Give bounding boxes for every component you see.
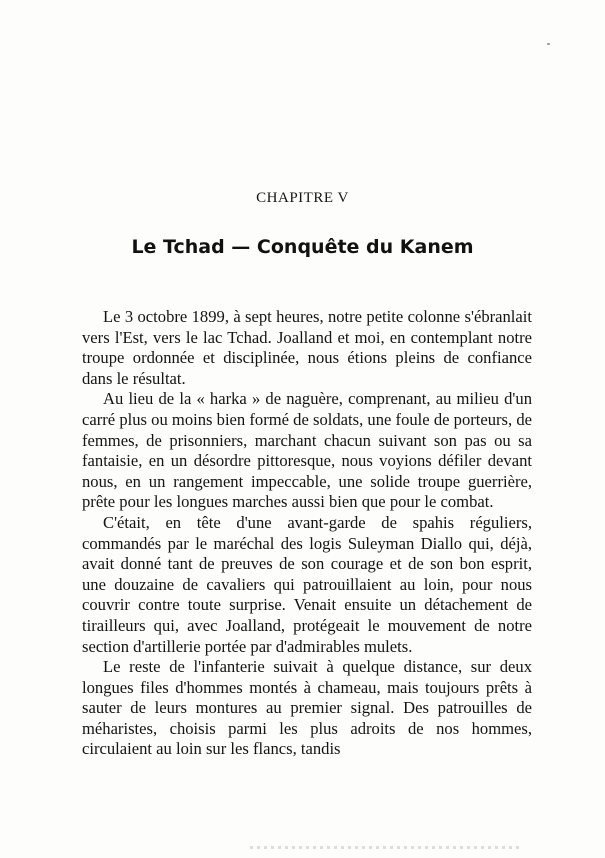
scan-speck [547,43,550,45]
paragraph-1: Le 3 octobre 1899, à sept heures, notre petite colonne s'ébranlait vers l'Est, vers le lac Tchad. Joalland et moi, en contemplant notre troupe ordonnée et disciplinée, nous étions pleins de confiance dans le résultat. [82,307,532,388]
paragraph-2: Au lieu de la « harka » de naguère, comprenant, au milieu d'un carré plus ou moins bien formé de soldats, une foule de porteurs, de femmes, de prisonniers, marchant chacun suivant son pas ou sa fantaisie, en un désordre pittoresque, nous voyions défiler devant nous, en un rangement impeccable, une solide troupe guerrière, prête pour les longues marches aussi bien que pour le combat. [82,389,532,512]
scan-noise [250,846,520,849]
chapter-label: CHAPITRE V [256,190,349,206]
paragraph-4: Le reste de l'infanterie suivait à quelque distance, sur deux longues files d'hommes montés à chameau, mais toujours prêts à sauter de leurs montures au premier signal. Des patrouilles de méharistes, choisis parmi les plus adroits de nos hommes, circulaient au loin sur les flancs, tandis [82,657,532,759]
chapter-title: Le Tchad — Conquête du Kanem [131,236,474,258]
paragraph-3: C'était, en tête d'une avant-garde de spahis réguliers, commandés par le maréchal des logis Suleyman Diallo qui, déjà, avait donné tant de preuves de son courage et de son bon esprit, une douzaine de cavaliers qui patrouillaient au loin, pour nous couvrir contre toute surprise. Venait ensuite un détachement de tirailleurs qui, avec Joalland, protégeait le mouvement de notre section d'artillerie portée par d'admirables mulets. [82,512,532,656]
chapter-body [82,307,532,760]
